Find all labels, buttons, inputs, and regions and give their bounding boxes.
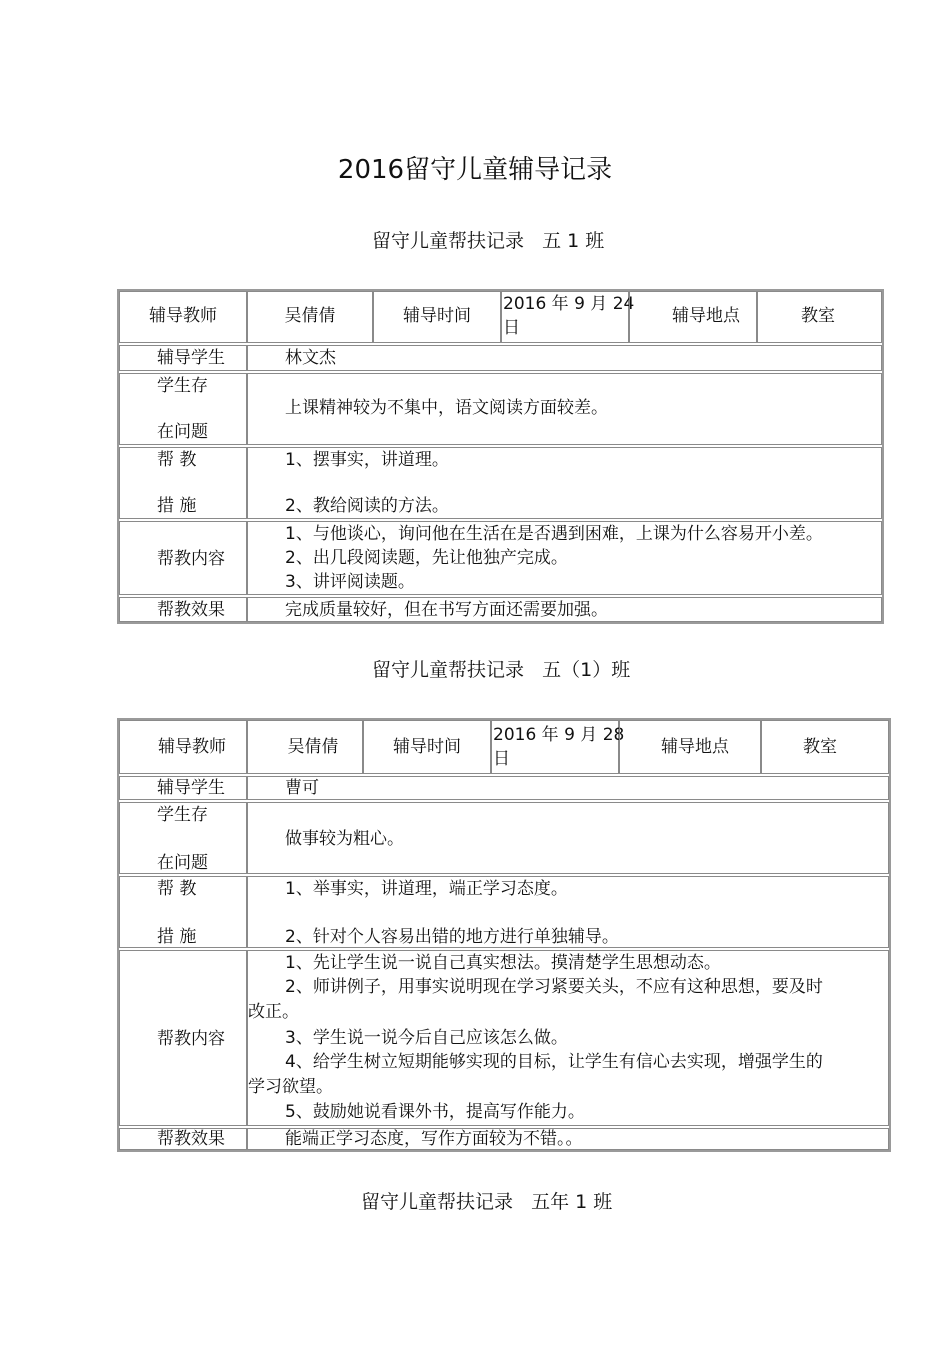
- teacher-value-cell: [247, 720, 363, 774]
- content-label-cell: [119, 950, 247, 1126]
- place-value: 教室: [803, 737, 837, 757]
- effect-value-cell: [247, 1128, 889, 1150]
- effect-label-cell: [119, 597, 247, 622]
- time-value-line-1: 2016 年 9 月 28: [493, 725, 625, 745]
- content-item: 4、给学生树立短期能够实现的目标，让学生有信心去实现，增强学生的: [285, 1052, 823, 1072]
- student-value: 曹可: [285, 778, 319, 798]
- record-3-heading: 留守儿童帮扶记录 五年 1 班: [361, 1191, 613, 1213]
- content-item: 2、出几段阅读题，先让他独产完成。: [285, 548, 568, 568]
- record-1-table: [117, 289, 884, 624]
- time-label: 辅导时间: [393, 737, 461, 757]
- content-item: 学习欲望。: [248, 1077, 333, 1097]
- measure-item: 1、举事实，讲道理，端正学习态度。: [285, 879, 568, 899]
- place-label: 辅导地点: [672, 306, 740, 326]
- record-2-table: [117, 718, 891, 1152]
- content-item: 改正。: [248, 1002, 299, 1022]
- effect-value-cell: [247, 597, 882, 622]
- teacher-label: 辅导教师: [149, 306, 217, 326]
- problem-label-2: 在问题: [157, 422, 208, 442]
- student-value-cell: [247, 776, 889, 800]
- measure-label-cell: [119, 447, 247, 519]
- problem-value-cell: [247, 373, 882, 445]
- student-label: 辅导学生: [157, 778, 225, 798]
- measure-item: 2、教给阅读的方法。: [285, 496, 449, 516]
- content-item: 2、师讲例子，用事实说明现在学习紧要关头，不应有这种思想，要及时: [285, 977, 823, 997]
- problem-label-cell: [119, 373, 247, 445]
- measure-value-cell: [247, 447, 882, 519]
- time-value-cell: [501, 291, 635, 343]
- content-value-cell: [247, 950, 889, 1126]
- student-value-cell: [247, 345, 882, 371]
- content-item: 5、鼓励她说看课外书，提高写作能力。: [285, 1102, 585, 1122]
- teacher-value-cell: [247, 291, 373, 343]
- effect-value: 完成质量较好，但在书写方面还需要加强。: [285, 600, 608, 620]
- measure-label-2: 措 施: [157, 496, 197, 516]
- time-value-cell: [491, 720, 625, 774]
- content-label: 帮教内容: [157, 549, 225, 569]
- content-value-cell: [247, 521, 882, 595]
- teacher-value: 吴倩倩: [284, 306, 336, 326]
- teacher-label: 辅导教师: [158, 737, 226, 757]
- teacher-label-cell: [119, 720, 247, 774]
- measure-label-1: 帮 教: [157, 879, 197, 899]
- content-item: 3、学生说一说今后自己应该怎么做。: [285, 1028, 568, 1048]
- student-label-cell: [119, 345, 247, 371]
- content-item: 1、先让学生说一说自己真实想法。摸清楚学生思想动态。: [285, 953, 721, 973]
- effect-label: 帮教效果: [157, 600, 225, 620]
- effect-label-cell: [119, 1128, 247, 1150]
- teacher-label-cell: [119, 291, 247, 343]
- student-label-cell: [119, 776, 247, 800]
- doc-title: 2016留守儿童辅导记录: [337, 155, 613, 185]
- time-label-cell: [373, 291, 501, 343]
- problem-value: 上课精神较为不集中，语文阅读方面较差。: [285, 398, 608, 418]
- place-label: 辅导地点: [661, 737, 729, 757]
- record-1-heading: 留守儿童帮扶记录 五 1 班: [372, 230, 605, 252]
- record-2-heading: 留守儿童帮扶记录 五（1）班: [372, 659, 631, 681]
- measure-label-2: 措 施: [157, 927, 197, 947]
- measure-label-cell: [119, 876, 247, 948]
- problem-label-2: 在问题: [157, 853, 208, 873]
- time-label: 辅导时间: [403, 306, 471, 326]
- problem-label-cell: [119, 802, 247, 874]
- place-value-cell: [761, 720, 889, 774]
- measure-item: 2、针对个人容易出错的地方进行单独辅导。: [285, 927, 619, 947]
- problem-label-1: 学生存: [157, 805, 208, 825]
- measure-item: 1、摆事实，讲道理。: [285, 450, 449, 470]
- effect-label: 帮教效果: [157, 1129, 225, 1149]
- effect-value: 能端正学习态度，写作方面较为不错。。: [285, 1129, 583, 1149]
- student-label: 辅导学生: [157, 348, 225, 368]
- time-value-line-1: 2016 年 9 月 24: [503, 294, 635, 314]
- content-item: 1、与他谈心，询问他在生活在是否遇到困难，上课为什么容易开小差。: [285, 524, 823, 544]
- time-value-line-2: 日: [493, 749, 510, 769]
- content-item: 3、讲评阅读题。: [285, 572, 415, 592]
- problem-value-cell: [247, 802, 889, 874]
- place-value-cell: [757, 291, 882, 343]
- teacher-value: 吴倩倩: [287, 737, 339, 757]
- content-label-cell: [119, 521, 247, 595]
- student-value: 林文杰: [285, 348, 336, 368]
- content-label: 帮教内容: [157, 1029, 225, 1049]
- problem-value: 做事较为粗心。: [285, 829, 404, 849]
- place-value: 教室: [801, 306, 835, 326]
- place-label-cell: [629, 291, 757, 343]
- measure-label-1: 帮 教: [157, 450, 197, 470]
- problem-label-1: 学生存: [157, 376, 208, 396]
- place-label-cell: [619, 720, 761, 774]
- measure-value-cell: [247, 876, 889, 948]
- time-value-line-2: 日: [503, 318, 520, 338]
- time-label-cell: [363, 720, 491, 774]
